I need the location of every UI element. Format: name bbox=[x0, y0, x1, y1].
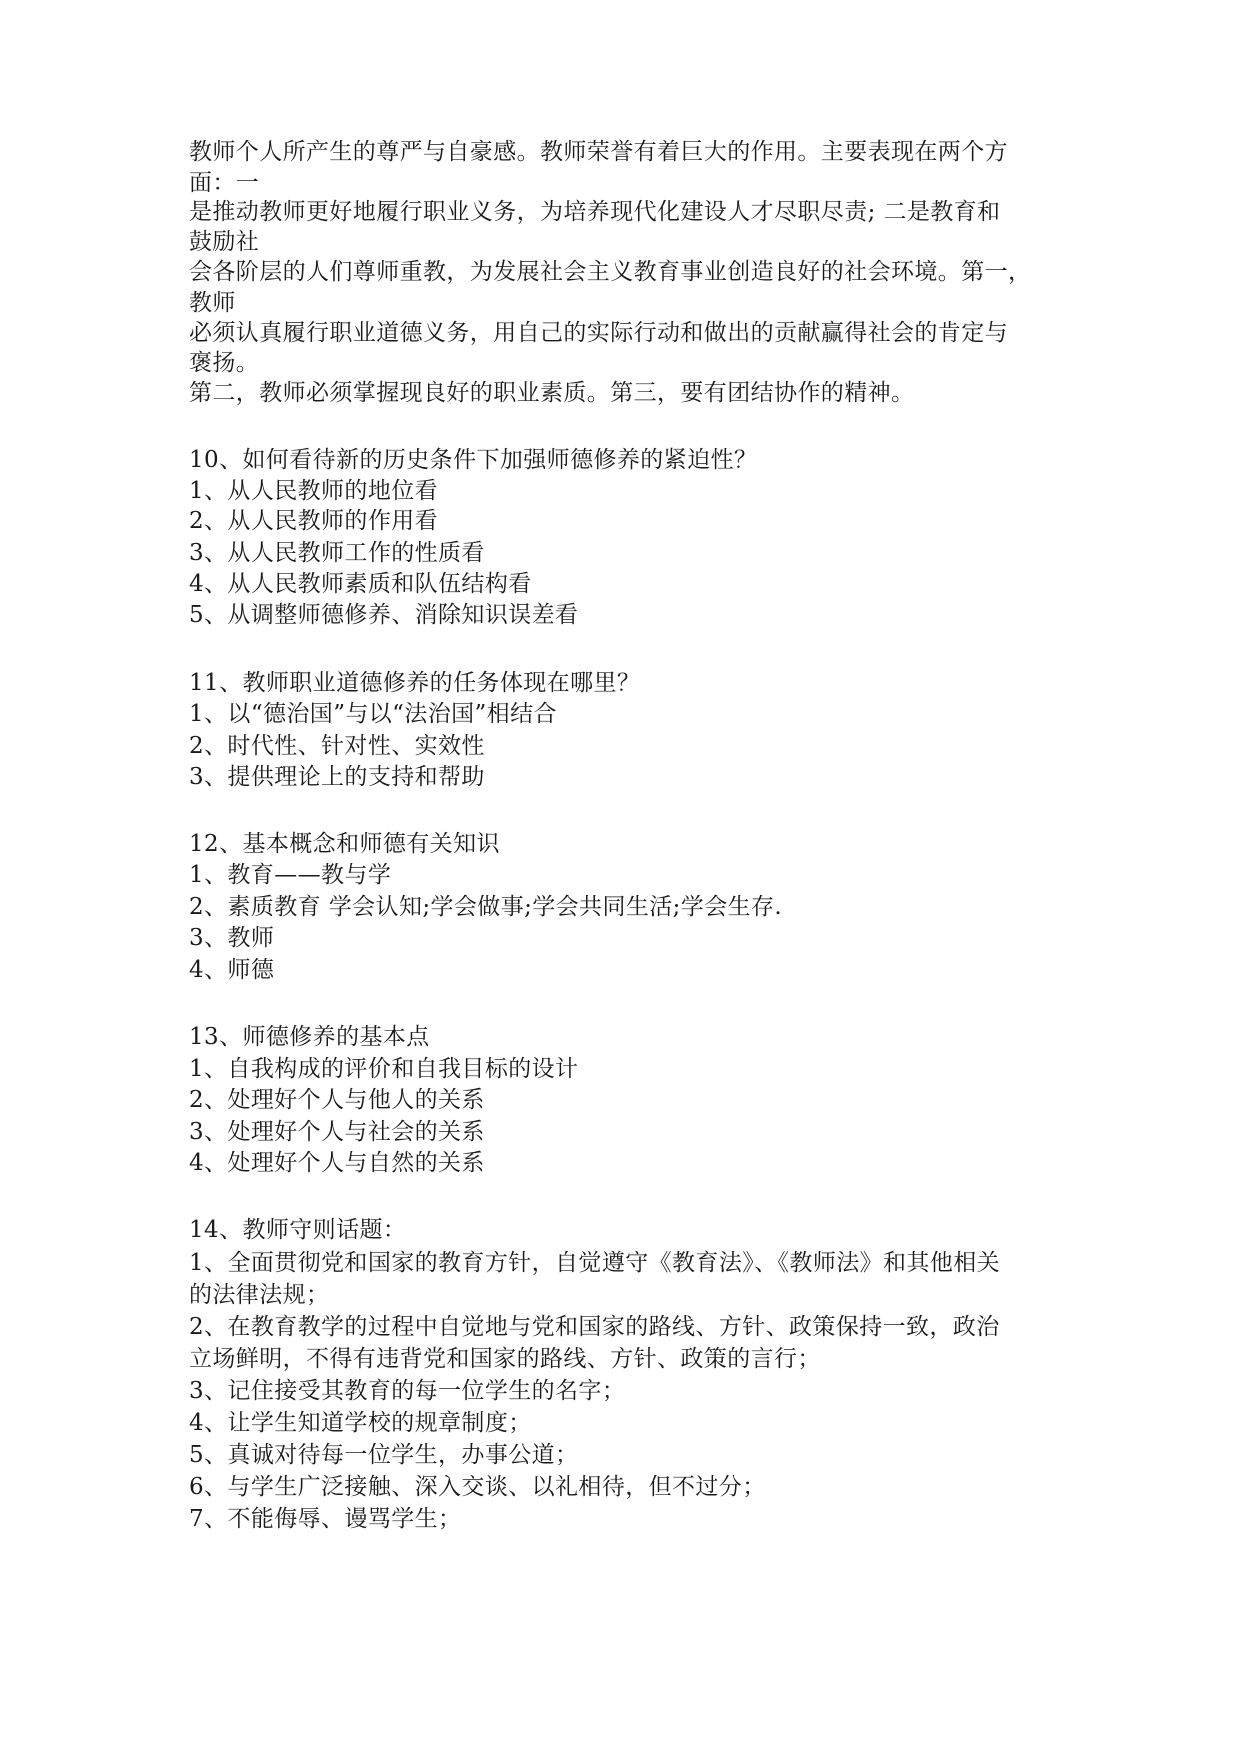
rule-line: 6、与学生广泛接触、深入交谈、以礼相待，但不过分； bbox=[189, 1474, 766, 1500]
intro-line: 第二，教师必须掌握现良好的职业素质。第三，要有团结协作的精神。 bbox=[189, 380, 915, 406]
list-item: 4、师德 bbox=[189, 957, 275, 983]
list-item: 2、处理好个人与他人的关系 bbox=[189, 1087, 485, 1113]
list-item: 3、从人民教师工作的性质看 bbox=[189, 540, 485, 566]
section-heading: 11、教师职业道德修养的任务体现在哪里？ bbox=[189, 670, 641, 696]
rule-line: 7、不能侮辱、谩骂学生； bbox=[189, 1506, 462, 1532]
list-item: 4、处理好个人与自然的关系 bbox=[189, 1150, 485, 1176]
list-item: 3、处理好个人与社会的关系 bbox=[189, 1119, 485, 1145]
list-item: 3、提供理论上的支持和帮助 bbox=[189, 764, 485, 790]
rule-line: 的法律法规； bbox=[189, 1282, 330, 1308]
intro-line: 教师 bbox=[189, 290, 236, 316]
intro-line: 面：一 bbox=[189, 170, 260, 196]
rule-line: 4、让学生知道学校的规章制度； bbox=[189, 1410, 532, 1436]
intro-line: 会各阶层的人们尊师重教，为发展社会主义教育事业创造良好的社会环境。第一， bbox=[189, 259, 1032, 285]
rule-line: 5、真诚对待每一位学生，办事公道； bbox=[189, 1442, 579, 1468]
section-heading: 14、教师守则话题： bbox=[189, 1217, 407, 1243]
list-item: 3、教师 bbox=[189, 925, 275, 951]
rule-line: 立场鲜明，不得有违背党和国家的路线、方针、政策的言行； bbox=[189, 1346, 821, 1372]
intro-line: 是推动教师更好地履行职业义务，为培养现代化建设人才尽职尽责; 二是教育和 bbox=[189, 199, 1001, 225]
rule-line: 2、在教育教学的过程中自觉地与党和国家的路线、方针、政策保持一致，政治 bbox=[189, 1314, 1000, 1340]
rule-line: 3、记住接受其教育的每一位学生的名字； bbox=[189, 1378, 626, 1404]
list-item: 2、从人民教师的作用看 bbox=[189, 508, 439, 534]
list-item: 1、自我构成的评价和自我目标的设计 bbox=[189, 1056, 579, 1082]
list-item: 2、素质教育 学会认知;学会做事;学会共同生活;学会生存. bbox=[189, 894, 783, 920]
list-item: 1、教育——教与学 bbox=[189, 862, 392, 888]
list-item: 1、从人民教师的地位看 bbox=[189, 478, 439, 504]
section-heading: 10、如何看待新的历史条件下加强师德修养的紧迫性？ bbox=[189, 447, 758, 473]
section-heading: 13、师德修养的基本点 bbox=[189, 1024, 430, 1050]
list-item: 4、从人民教师素质和队伍结构看 bbox=[189, 571, 532, 597]
list-item: 1、以“德治国”与以“法治国”相结合 bbox=[189, 701, 557, 727]
intro-line: 教师个人所产生的尊严与自豪感。教师荣誉有着巨大的作用。主要表现在两个方 bbox=[189, 139, 1008, 165]
list-item: 2、时代性、针对性、实效性 bbox=[189, 733, 485, 759]
rule-line: 1、全面贯彻党和国家的教育方针，自觉遵守《教育法》、《教师法》和其他相关 bbox=[189, 1250, 1001, 1276]
intro-line: 褒扬。 bbox=[189, 350, 260, 376]
intro-line: 鼓励社 bbox=[189, 229, 260, 255]
list-item: 5、从调整师德修养、消除知识误差看 bbox=[189, 602, 579, 628]
intro-line: 必须认真履行职业道德义务，用自己的实际行动和做出的贡献赢得社会的肯定与 bbox=[189, 320, 1008, 346]
section-heading: 12、基本概念和师德有关知识 bbox=[189, 831, 500, 857]
